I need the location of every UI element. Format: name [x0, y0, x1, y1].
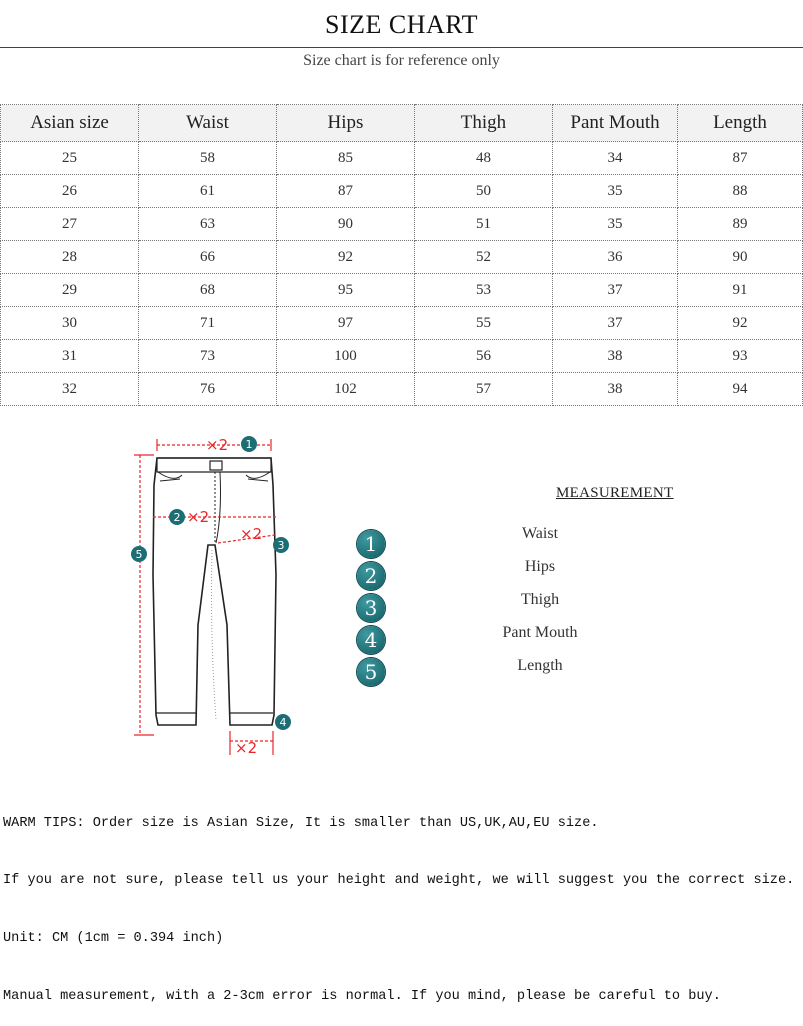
- table-cell: 66: [139, 241, 277, 274]
- diagram-badge-2: [169, 509, 185, 525]
- table-cell: 61: [139, 175, 277, 208]
- table-row: [1, 175, 803, 208]
- table-cell: 68: [139, 274, 277, 307]
- table-cell: 48: [415, 142, 553, 175]
- pant-mouth-times-two: ×2: [235, 739, 258, 757]
- table-cell: 73: [139, 340, 277, 373]
- table-cell: 95: [277, 274, 415, 307]
- table-cell: 87: [277, 175, 415, 208]
- table-row: [1, 241, 803, 274]
- tip-line: WARM TIPS: Order size is Asian Size, It is smaller than US,UK,AU,EU size.: [3, 815, 599, 831]
- diagram-badge-3: [273, 537, 289, 553]
- table-cell: 27: [1, 208, 139, 241]
- title-divider: [0, 47, 803, 48]
- table-cell: 93: [678, 340, 803, 373]
- table-cell: 87: [678, 142, 803, 175]
- table-row: [1, 307, 803, 340]
- legend-label-thigh: Thigh: [520, 591, 560, 608]
- column-header-asian-size: Asian size: [1, 105, 139, 142]
- page-subtitle: Size chart is for reference only: [303, 52, 500, 69]
- table-row: [1, 274, 803, 307]
- table-cell: 91: [678, 274, 803, 307]
- table-cell: 37: [553, 307, 678, 340]
- table-cell: 102: [277, 373, 415, 406]
- table-cell: 35: [553, 175, 678, 208]
- pant-mouth-measure: [230, 731, 273, 757]
- table-cell: 28: [1, 241, 139, 274]
- column-header-length: Length: [678, 105, 803, 142]
- legend-badge-4: 4: [357, 626, 385, 654]
- table-cell: 26: [1, 175, 139, 208]
- svg-text:1: 1: [245, 438, 253, 451]
- legend-label-pant-mouth: Pant Mouth: [502, 624, 578, 641]
- table-cell: 88: [678, 175, 803, 208]
- svg-text:4: 4: [279, 716, 287, 729]
- legend-label-length: Length: [517, 657, 563, 674]
- column-header-waist: Waist: [139, 105, 277, 142]
- table-cell: 52: [415, 241, 553, 274]
- page-title: SIZE CHART: [325, 10, 478, 39]
- table-cell: 29: [1, 274, 139, 307]
- table-cell: 57: [415, 373, 553, 406]
- diagram-badge-1: [241, 436, 257, 452]
- table-row: [1, 373, 803, 406]
- table-cell: 97: [277, 307, 415, 340]
- legend-label-waist: Waist: [521, 525, 559, 542]
- table-cell: 63: [139, 208, 277, 241]
- pants-diagram: [120, 425, 310, 765]
- table-cell: 25: [1, 142, 139, 175]
- tip-line: Unit: CM (1cm = 0.394 inch): [3, 931, 224, 947]
- table-cell: 34: [553, 142, 678, 175]
- table-cell: 92: [678, 307, 803, 340]
- table-cell: 94: [678, 373, 803, 406]
- table-cell: 89: [678, 208, 803, 241]
- table-cell: 92: [277, 241, 415, 274]
- table-row: [1, 208, 803, 241]
- table-cell: 31: [1, 340, 139, 373]
- table-cell: 38: [553, 340, 678, 373]
- table-cell: 35: [553, 208, 678, 241]
- svg-text:3: 3: [277, 539, 285, 552]
- column-header-hips: Hips: [277, 105, 415, 142]
- legend-badge-1: 1: [357, 530, 385, 558]
- table-cell: 50: [415, 175, 553, 208]
- tip-line: Manual measurement, with a 2-3cm error is normal. If you mind, please be careful to buy.: [3, 989, 721, 1005]
- diagram-badge-5: [131, 546, 147, 562]
- table-cell: 100: [277, 340, 415, 373]
- table-cell: 37: [553, 274, 678, 307]
- legend-badge-5: 5: [357, 658, 385, 686]
- column-header-thigh: Thigh: [415, 105, 553, 142]
- table-cell: 58: [139, 142, 277, 175]
- table-cell: 76: [139, 373, 277, 406]
- table-cell: 53: [415, 274, 553, 307]
- table-row: [1, 340, 803, 373]
- table-row: [1, 142, 803, 175]
- svg-text:5: 5: [135, 548, 143, 561]
- waist-times-two: ×2: [206, 436, 229, 454]
- table-header-row: [1, 105, 803, 142]
- measurement-title: MEASUREMENT: [556, 485, 674, 501]
- table-cell: 32: [1, 373, 139, 406]
- table-cell: 30: [1, 307, 139, 340]
- table-cell: 90: [678, 241, 803, 274]
- legend-badge-2: 2: [357, 562, 385, 590]
- table-cell: 36: [553, 241, 678, 274]
- hips-times-two: ×2: [187, 508, 210, 526]
- column-header-pant-mouth: Pant Mouth: [553, 105, 678, 142]
- table-cell: 38: [553, 373, 678, 406]
- svg-text:2: 2: [173, 511, 181, 524]
- table-cell: 71: [139, 307, 277, 340]
- table-cell: 85: [277, 142, 415, 175]
- diagram-badge-4: [275, 714, 291, 730]
- pants-outline: [153, 458, 276, 725]
- tip-line: If you are not sure, please tell us your height and weight, we will suggest you the correct size.: [3, 873, 795, 889]
- warm-tips: [3, 775, 801, 1026]
- table-cell: 90: [277, 208, 415, 241]
- table-cell: 55: [415, 307, 553, 340]
- legend-badge-3: 3: [357, 594, 385, 622]
- table-cell: 51: [415, 208, 553, 241]
- size-table: [0, 104, 803, 406]
- table-cell: 56: [415, 340, 553, 373]
- length-measure: [134, 455, 154, 735]
- legend-label-hips: Hips: [524, 558, 556, 575]
- thigh-times-two: ×2: [240, 525, 263, 543]
